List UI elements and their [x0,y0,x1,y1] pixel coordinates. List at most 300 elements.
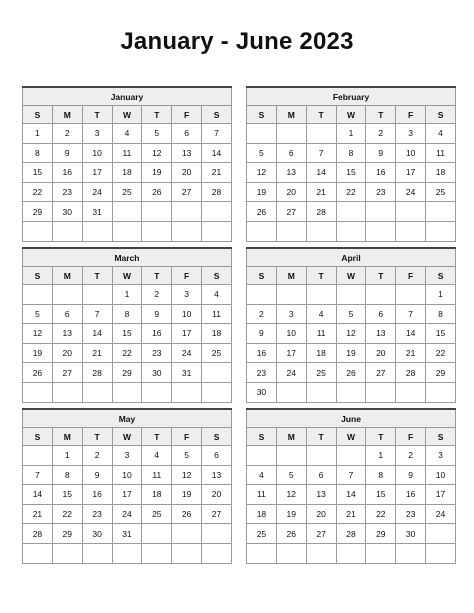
weekday-header: W [112,267,142,285]
weekday-header: T [82,428,112,446]
day-cell: 11 [142,465,172,485]
day-cell: 18 [112,163,142,183]
day-cell [336,446,366,466]
day-cell: 13 [52,324,82,344]
day-cell: 11 [306,324,336,344]
day-cell: 15 [426,324,456,344]
day-cell: 18 [247,504,277,524]
day-cell: 14 [306,163,336,183]
day-cell: 9 [52,143,82,163]
week-row [23,163,232,183]
week-row [247,202,456,222]
day-cell: 14 [396,324,426,344]
weekday-header: S [247,106,277,124]
weekday-header: T [366,267,396,285]
day-cell: 1 [336,124,366,144]
weekday-header: T [82,267,112,285]
day-cell: 17 [82,163,112,183]
day-cell: 20 [52,343,82,363]
day-cell: 7 [82,304,112,324]
weekday-header: S [202,106,232,124]
day-cell: 10 [82,143,112,163]
day-cell [247,543,277,563]
day-cell [396,202,426,222]
day-cell: 26 [23,363,53,383]
day-cell [336,285,366,305]
week-row [247,382,456,402]
day-cell: 10 [396,143,426,163]
day-cell: 15 [366,485,396,505]
day-cell: 2 [142,285,172,305]
day-cell [142,543,172,563]
day-cell: 8 [336,143,366,163]
day-cell: 9 [366,143,396,163]
day-cell: 24 [396,182,426,202]
weekday-header: T [82,106,112,124]
day-cell: 4 [202,285,232,305]
weekday-header: T [306,106,336,124]
day-cell: 9 [247,324,277,344]
weekday-header: S [23,106,53,124]
day-cell: 19 [142,163,172,183]
day-cell: 1 [112,285,142,305]
week-row [247,363,456,383]
week-row [247,285,456,305]
week-row [247,504,456,524]
day-cell: 28 [23,524,53,544]
weekday-header: S [202,428,232,446]
day-cell [306,446,336,466]
day-cell [336,202,366,222]
week-row [247,543,456,563]
day-cell: 12 [172,465,202,485]
day-cell: 18 [306,343,336,363]
day-cell [426,524,456,544]
day-cell [112,382,142,402]
day-cell: 10 [112,465,142,485]
week-row [23,446,232,466]
day-cell [306,543,336,563]
day-cell [52,221,82,241]
day-cell: 12 [142,143,172,163]
day-cell: 26 [276,524,306,544]
weekday-header: S [247,428,277,446]
month-name: April [247,249,456,267]
weekday-header: M [52,106,82,124]
day-cell: 18 [202,324,232,344]
day-cell [23,382,53,402]
day-cell: 8 [112,304,142,324]
day-cell: 6 [202,446,232,466]
day-cell [202,221,232,241]
weekday-header: F [396,106,426,124]
day-cell: 15 [336,163,366,183]
day-cell: 6 [276,143,306,163]
day-cell: 19 [336,343,366,363]
day-cell: 30 [82,524,112,544]
day-cell: 4 [112,124,142,144]
day-cell: 27 [202,504,232,524]
day-cell: 28 [336,524,366,544]
day-cell: 11 [112,143,142,163]
day-cell [142,382,172,402]
day-cell: 29 [426,363,456,383]
day-cell: 3 [426,446,456,466]
week-row [247,304,456,324]
day-cell: 11 [247,485,277,505]
day-cell: 7 [336,465,366,485]
week-row [23,543,232,563]
week-row [247,143,456,163]
week-row [23,304,232,324]
weekday-header: S [23,267,53,285]
day-cell: 27 [52,363,82,383]
day-cell [396,382,426,402]
day-cell: 10 [426,465,456,485]
day-cell: 20 [172,163,202,183]
day-cell: 1 [23,124,53,144]
day-cell: 21 [202,163,232,183]
day-cell: 25 [202,343,232,363]
day-cell: 4 [306,304,336,324]
month-name: June [247,410,456,428]
day-cell [276,543,306,563]
day-cell: 20 [202,485,232,505]
day-cell: 14 [202,143,232,163]
month-calendar-march [22,247,232,403]
weekday-header: M [276,106,306,124]
day-cell [306,285,336,305]
day-cell: 7 [23,465,53,485]
day-cell: 9 [82,465,112,485]
weekday-header: W [336,428,366,446]
day-cell: 22 [336,182,366,202]
day-cell [52,382,82,402]
day-cell [52,285,82,305]
weekday-header: F [172,106,202,124]
weekday-header: T [306,267,336,285]
day-cell: 28 [202,182,232,202]
weekday-header: S [426,267,456,285]
week-row [23,524,232,544]
day-cell [396,221,426,241]
day-cell: 5 [247,143,277,163]
day-cell: 26 [142,182,172,202]
day-cell: 18 [142,485,172,505]
day-cell [276,124,306,144]
day-cell [276,382,306,402]
week-row [23,363,232,383]
weekday-header: M [276,428,306,446]
day-cell: 15 [52,485,82,505]
day-cell: 13 [202,465,232,485]
day-cell: 16 [247,343,277,363]
day-cell: 5 [23,304,53,324]
day-cell: 12 [336,324,366,344]
day-cell [52,543,82,563]
day-cell: 14 [336,485,366,505]
day-cell [247,285,277,305]
day-cell: 25 [306,363,336,383]
month-table [246,410,456,564]
week-row [247,221,456,241]
month-table [22,410,232,564]
week-row [23,182,232,202]
day-cell [202,363,232,383]
weekday-header: T [142,106,172,124]
day-cell [23,543,53,563]
month-calendar-june [246,408,456,564]
day-cell [247,446,277,466]
weekday-header: M [52,428,82,446]
weekday-header: S [426,106,456,124]
day-cell [426,543,456,563]
day-cell: 21 [23,504,53,524]
week-row [23,343,232,363]
weekday-header: S [23,428,53,446]
day-cell [247,221,277,241]
day-cell [276,446,306,466]
day-cell [396,543,426,563]
month-table [22,88,232,242]
weekday-header: T [142,428,172,446]
weekday-header: T [142,267,172,285]
month-name: February [247,88,456,106]
weekday-header: F [396,267,426,285]
day-cell: 24 [112,504,142,524]
day-cell: 8 [426,304,456,324]
day-cell [366,221,396,241]
day-cell: 3 [396,124,426,144]
day-cell: 4 [426,124,456,144]
day-cell [142,202,172,222]
day-cell: 17 [276,343,306,363]
month-calendar-february [246,86,456,242]
day-cell: 27 [276,202,306,222]
day-cell: 2 [366,124,396,144]
week-row [23,324,232,344]
day-cell [142,524,172,544]
weekday-header: S [426,428,456,446]
day-cell: 29 [23,202,53,222]
day-cell: 4 [247,465,277,485]
day-cell: 29 [366,524,396,544]
day-cell: 12 [23,324,53,344]
week-row [247,343,456,363]
day-cell: 23 [366,182,396,202]
day-cell [142,221,172,241]
week-row [23,202,232,222]
day-cell [23,221,53,241]
week-row [23,504,232,524]
day-cell [82,285,112,305]
day-cell: 8 [52,465,82,485]
day-cell: 22 [52,504,82,524]
weekday-header: F [396,428,426,446]
week-row [23,143,232,163]
day-cell: 5 [142,124,172,144]
weekday-header: T [306,428,336,446]
day-cell: 1 [366,446,396,466]
day-cell: 22 [366,504,396,524]
weekday-header: W [336,267,366,285]
day-cell: 23 [247,363,277,383]
day-cell [112,221,142,241]
day-cell [202,202,232,222]
page-title: January - June 2023 [120,28,354,55]
day-cell: 12 [247,163,277,183]
day-cell: 21 [336,504,366,524]
day-cell: 19 [23,343,53,363]
day-cell [112,202,142,222]
week-row [23,285,232,305]
day-cell [276,221,306,241]
day-cell: 16 [396,485,426,505]
day-cell [426,221,456,241]
month-name: March [23,249,232,267]
day-cell: 23 [52,182,82,202]
day-cell: 19 [247,182,277,202]
day-cell: 2 [396,446,426,466]
day-cell [306,382,336,402]
week-row [23,382,232,402]
day-cell [82,221,112,241]
month-name: May [23,410,232,428]
day-cell [306,221,336,241]
week-row [247,124,456,144]
month-calendar-january [22,86,232,242]
day-cell: 13 [172,143,202,163]
day-cell: 9 [142,304,172,324]
day-cell: 13 [276,163,306,183]
day-cell: 13 [306,485,336,505]
day-cell: 29 [112,363,142,383]
weekday-header: T [366,106,396,124]
day-cell: 30 [247,382,277,402]
day-cell: 24 [172,343,202,363]
month-table [246,249,456,403]
day-cell: 6 [172,124,202,144]
day-cell [306,124,336,144]
week-row [247,524,456,544]
day-cell: 22 [23,182,53,202]
weekday-header: M [52,267,82,285]
day-cell [82,543,112,563]
day-cell: 5 [172,446,202,466]
day-cell: 28 [82,363,112,383]
weekday-header: W [112,428,142,446]
day-cell [336,382,366,402]
day-cell: 25 [247,524,277,544]
day-cell [247,124,277,144]
weekday-header: F [172,428,202,446]
day-cell: 16 [82,485,112,505]
week-row [247,163,456,183]
day-cell: 21 [306,182,336,202]
day-cell: 7 [306,143,336,163]
day-cell: 29 [52,524,82,544]
month-name: January [23,88,232,106]
day-cell: 30 [52,202,82,222]
day-cell: 1 [52,446,82,466]
day-cell: 7 [202,124,232,144]
day-cell: 17 [172,324,202,344]
day-cell: 2 [247,304,277,324]
week-row [247,182,456,202]
month-table [22,249,232,403]
day-cell: 23 [82,504,112,524]
day-cell: 6 [306,465,336,485]
day-cell: 3 [82,124,112,144]
day-cell: 28 [396,363,426,383]
day-cell: 1 [426,285,456,305]
day-cell: 11 [426,143,456,163]
day-cell: 24 [276,363,306,383]
week-row [23,485,232,505]
day-cell [336,543,366,563]
day-cell [202,543,232,563]
day-cell: 25 [426,182,456,202]
day-cell [172,524,202,544]
day-cell: 20 [366,343,396,363]
day-cell [202,524,232,544]
weekday-header: S [247,267,277,285]
day-cell: 25 [142,504,172,524]
week-row [23,221,232,241]
day-cell: 31 [172,363,202,383]
day-cell: 31 [82,202,112,222]
week-row [23,465,232,485]
day-cell: 3 [172,285,202,305]
day-cell: 26 [336,363,366,383]
day-cell: 14 [82,324,112,344]
day-cell: 16 [142,324,172,344]
day-cell: 7 [396,304,426,324]
day-cell: 26 [172,504,202,524]
day-cell: 16 [52,163,82,183]
day-cell: 12 [276,485,306,505]
weekday-header: W [112,106,142,124]
day-cell: 30 [142,363,172,383]
day-cell: 10 [172,304,202,324]
week-row [23,124,232,144]
day-cell: 31 [112,524,142,544]
day-cell: 17 [112,485,142,505]
day-cell: 15 [112,324,142,344]
day-cell: 24 [426,504,456,524]
day-cell: 25 [112,182,142,202]
day-cell [396,285,426,305]
day-cell [172,202,202,222]
day-cell: 26 [247,202,277,222]
day-cell: 5 [276,465,306,485]
day-cell: 2 [52,124,82,144]
weekday-header: F [172,267,202,285]
day-cell: 3 [112,446,142,466]
day-cell: 8 [366,465,396,485]
day-cell [23,446,53,466]
day-cell: 23 [396,504,426,524]
day-cell: 20 [276,182,306,202]
day-cell [426,202,456,222]
weekday-header: M [276,267,306,285]
day-cell: 2 [82,446,112,466]
day-cell: 10 [276,324,306,344]
day-cell: 19 [276,504,306,524]
day-cell [336,221,366,241]
week-row [247,324,456,344]
day-cell [366,543,396,563]
